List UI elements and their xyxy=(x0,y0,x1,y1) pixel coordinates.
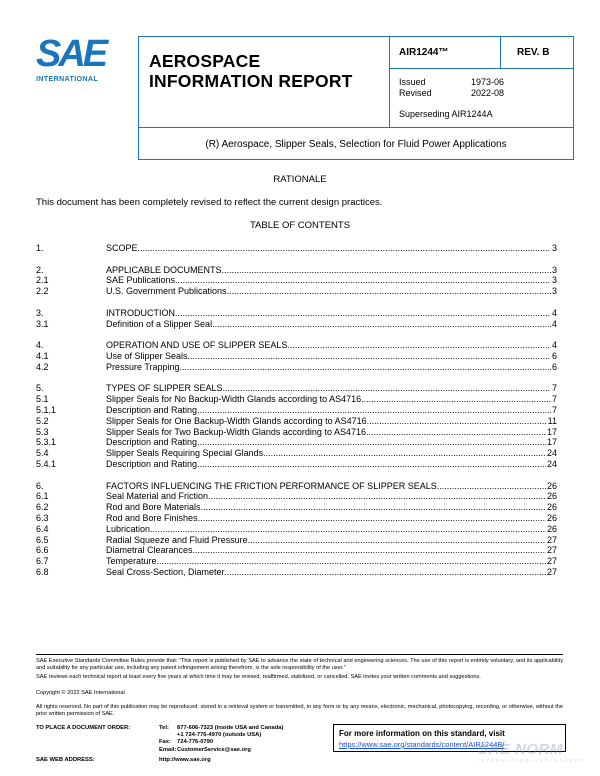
toc-entry-page: 26 xyxy=(546,523,557,534)
revised-row xyxy=(399,88,574,99)
toc-entry-page: 26 xyxy=(546,480,557,491)
toc-entry-page: 4 xyxy=(551,318,557,329)
fax-number: 724-776-0790 xyxy=(177,739,214,746)
toc-entry[interactable] xyxy=(36,286,557,297)
tel-key: Tel: xyxy=(159,725,169,731)
toc-entry-number: 3. xyxy=(36,307,44,318)
toc-entry-title: FACTORS INFLUENCING THE FRICTION PERFORMANCE OF SLIPPER SEALS ..... xyxy=(106,481,546,492)
toc-entry-page: 3 xyxy=(551,286,557,297)
toc-entry[interactable] xyxy=(36,319,557,330)
toc-entry-number: 6.2 xyxy=(36,502,49,513)
toc-entry-number: 4.1 xyxy=(36,351,49,361)
toc-entry-title: APPLICABLE DOCUMENTS ..... xyxy=(106,265,551,276)
toc-entry[interactable] xyxy=(36,437,557,448)
document-subject: (R) Aerospace, Slipper Seals, Selection for Fluid Power Applications xyxy=(139,127,573,160)
footer-copyright: Copyright © 2022 SAE International xyxy=(36,690,125,696)
toc-entry-number: 3.1 xyxy=(36,318,49,329)
toc-entry[interactable] xyxy=(36,513,557,524)
toc-entry-page: 11 xyxy=(547,415,557,426)
toc-entry-number: 2.2 xyxy=(36,286,49,297)
web-address-link[interactable]: http://www.sae.org xyxy=(159,757,211,763)
toc-entry-page: 27 xyxy=(546,545,557,556)
toc-entry-number: 5.1 xyxy=(36,394,49,405)
toc-entry-number: 5.4 xyxy=(36,448,49,459)
toc-entry-title: Slipper Seals for No Backup-Width Glands according to AS4716 ..... xyxy=(106,394,551,405)
toc-entry-number: 4.2 xyxy=(36,361,49,372)
toc-entry-title: Description and Rating ..... xyxy=(106,405,551,416)
toc-entry-title: Radial Squeeze and Fluid Pressure ..... xyxy=(106,535,546,546)
toc-entry-title: Rod and Bore Materials ..... xyxy=(106,502,546,513)
toc-entry[interactable] xyxy=(36,524,557,535)
toc-entry[interactable] xyxy=(36,427,557,438)
toc-entry[interactable] xyxy=(36,405,557,416)
toc-entry-page: 24 xyxy=(546,459,557,469)
standard-url-link[interactable]: https://www.sae.org/standards/content/AIR1244B/ xyxy=(339,740,505,749)
toc-entry-page: 24 xyxy=(546,448,557,459)
toc-entry[interactable] xyxy=(36,481,557,492)
tel-outside-usa: +1 724-776-4970 (outside USA) xyxy=(177,732,262,739)
sae-logo xyxy=(36,33,122,86)
toc-entry-page: 3 xyxy=(551,243,557,253)
logo-subtitle: INTERNATIONAL xyxy=(36,74,99,83)
issued-value: 1973-06 xyxy=(471,77,505,87)
toc-entry[interactable] xyxy=(36,416,557,427)
toc-entry-number: 6. xyxy=(36,480,44,491)
report-type xyxy=(139,37,390,127)
email-key: Email: xyxy=(159,746,177,753)
web-label: SAE WEB ADDRESS: xyxy=(36,757,95,763)
toc-entry[interactable] xyxy=(36,502,557,513)
toc-entry-page: 7 xyxy=(551,394,557,405)
issued-row xyxy=(399,77,574,88)
revised-label: Revised xyxy=(399,88,432,98)
toc-heading: TABLE OF CONTENTS xyxy=(249,220,351,231)
toc-entry-number: 2.1 xyxy=(36,275,49,286)
web-address-row xyxy=(36,757,211,763)
toc-entry-number: 6.1 xyxy=(36,491,49,502)
toc-entry-page: 4 xyxy=(551,307,557,318)
toc-entry[interactable] xyxy=(36,491,557,502)
toc-entry-title: Seal Cross-Section, Diameter ..... xyxy=(106,567,546,578)
toc-entry-page: 27 xyxy=(546,567,557,577)
document-header xyxy=(138,36,574,160)
toc-entry-title: INTRODUCTION ..... xyxy=(106,308,551,319)
toc-entry[interactable] xyxy=(36,340,557,351)
toc-entry-title: Slipper Seals for One Backup-Width Glands according to AS4716 ..... xyxy=(106,416,547,427)
toc-entry-page: 17 xyxy=(546,437,557,448)
toc-entry-title: Pressure Trapping ..... xyxy=(106,362,551,373)
revision-label: REV. B xyxy=(501,37,574,69)
toc-entry-number: 5.1.1 xyxy=(36,405,57,415)
revised-value: 2022-08 xyxy=(471,88,505,98)
toc-entry-page: 27 xyxy=(546,534,557,545)
toc-entry-title: SAE Publications ..... xyxy=(106,275,551,286)
fax-key: Fax: xyxy=(159,739,171,746)
toc-entry-page: 7 xyxy=(551,405,557,415)
sae-norm-watermark xyxy=(478,741,588,771)
toc-entry[interactable] xyxy=(36,308,557,319)
toc-entry-title: Description and Rating ..... xyxy=(106,437,546,448)
issue-dates xyxy=(390,69,574,127)
document-number: AIR1244™ xyxy=(390,37,501,69)
toc-entry-number: 5.2 xyxy=(36,415,49,426)
toc-entry-number: 2. xyxy=(36,264,44,275)
toc-entry-title: Diametral Clearances ..... xyxy=(106,545,546,556)
toc-entry-title: U.S. Government Publications ..... xyxy=(106,286,551,297)
toc-entry-page: 3 xyxy=(551,275,557,286)
rationale-text: This document has been completely revised to reflect the current design practices. xyxy=(36,197,383,208)
issued-label: Issued xyxy=(399,77,426,87)
toc-entry[interactable] xyxy=(36,448,557,459)
logo-mark: SAE xyxy=(36,33,106,75)
toc-entry-number: 6.6 xyxy=(36,545,49,556)
tel-inside-usa: 877-606-7323 (inside USA and Canada) xyxy=(177,725,284,731)
toc-entry[interactable] xyxy=(36,394,557,405)
footer-rights-paragraph: All rights reserved. No part of this publication may be reproduced, stored in a retrieval system or transmitted, in any form or by any means, electronic, mechanical, photocopying, recording, or otherwise, without the prior written permission of SAE. xyxy=(36,704,563,717)
email-address[interactable]: CustomerService@sae.org xyxy=(177,746,251,753)
toc-entry-page: 6 xyxy=(551,351,557,361)
toc-entry-title: Temperature ..... xyxy=(106,556,546,567)
footer-divider xyxy=(36,654,563,655)
footer-review-paragraph: SAE reviews each technical report at least every five years at which time it may be revised, reaffirmed, stabilized, or cancelled. SAE invites your written comments and suggestions. xyxy=(36,674,481,680)
toc-entry[interactable] xyxy=(36,383,557,394)
rationale-heading: RATIONALE xyxy=(273,174,327,185)
toc-entry-number: 6.4 xyxy=(36,523,49,534)
toc-entry-number: 5. xyxy=(36,383,44,394)
toc-entry-number: 6.7 xyxy=(36,556,49,567)
toc-entry-title: Slipper Seals for Two Backup-Width Glands according to AS4716 ..... xyxy=(106,427,546,438)
watermark-left: INTERNATIONAL xyxy=(478,758,540,763)
toc-entry-title: Rod and Bore Finishes ..... xyxy=(106,513,546,524)
toc-entry-number: 1. xyxy=(36,243,44,253)
toc-entry[interactable] xyxy=(36,556,557,567)
toc-entry-page: 6 xyxy=(551,361,557,372)
toc-entry-page: 26 xyxy=(546,502,557,513)
toc-entry[interactable] xyxy=(36,567,557,578)
toc-entry-page: 26 xyxy=(546,513,557,523)
toc-entry[interactable] xyxy=(36,362,557,373)
toc-entry-page: 4 xyxy=(551,340,557,351)
report-type-line2: INFORMATION REPORT xyxy=(149,71,353,91)
toc-entry[interactable] xyxy=(36,243,557,254)
toc-entry-title: TYPES OF SLIPPER SEALS ..... xyxy=(106,383,551,394)
toc-entry[interactable] xyxy=(36,535,557,546)
toc-entry-title: OPERATION AND USE OF SLIPPER SEALS ..... xyxy=(106,340,551,351)
toc-entry-title: Slipper Seals Requiring Special Glands ..... xyxy=(106,448,546,459)
report-type-line1: AEROSPACE xyxy=(149,51,261,71)
toc-entry[interactable] xyxy=(36,275,557,286)
order-label: TO PLACE A DOCUMENT ORDER: xyxy=(36,725,131,731)
toc-entry-number: 5.3 xyxy=(36,426,49,437)
toc-entry-number: 6.8 xyxy=(36,567,49,577)
toc-entry-title: Seal Material and Friction ..... xyxy=(106,491,546,502)
toc-entry-page: 27 xyxy=(546,556,557,567)
toc-entry[interactable] xyxy=(36,459,557,470)
toc-entry[interactable] xyxy=(36,351,557,362)
toc-entry-title: Use of Slipper Seals ..... xyxy=(106,351,551,362)
toc-entry-title: Lubrication ..... xyxy=(106,524,546,535)
toc-entry-page: 17 xyxy=(546,426,557,437)
toc-entry-title: SCOPE ..... xyxy=(106,243,551,254)
toc-entry-number: 5.3.1 xyxy=(36,437,57,448)
toc-entry[interactable] xyxy=(36,265,557,276)
toc-entry-number: 5.4.1 xyxy=(36,459,57,469)
toc-entry-title: Definition of a Slipper Seal ..... xyxy=(106,319,551,330)
toc-entry-number: 4. xyxy=(36,340,44,351)
toc-entry-title: Description and Rating ..... xyxy=(106,459,546,470)
toc-entry-number: 6.5 xyxy=(36,534,49,545)
toc-entry-number: 6.3 xyxy=(36,513,49,523)
footer-rules-paragraph: SAE Executive Standards Committee Rules provide that: “This report is published by SAE to advance the state of technical and engineering sciences. The use of this report is entirely voluntary, and its applicability and suitability for any particular use, including any patent infringement arising therefrom, is the sole responsibility of the user.” xyxy=(36,658,563,671)
watermark-right: STANDARDS xyxy=(539,758,586,763)
toc-entry-page: 7 xyxy=(551,383,557,394)
toc-entry[interactable] xyxy=(36,545,557,556)
more-info-title: For more information on this standard, visit xyxy=(339,729,505,738)
toc-entry-page: 26 xyxy=(546,491,557,502)
order-contact xyxy=(36,725,283,754)
toc-entry-page: 3 xyxy=(551,264,557,275)
watermark-mark: SAE NORM xyxy=(478,741,563,758)
superseding-note: Superseding AIR1244A xyxy=(399,109,493,119)
